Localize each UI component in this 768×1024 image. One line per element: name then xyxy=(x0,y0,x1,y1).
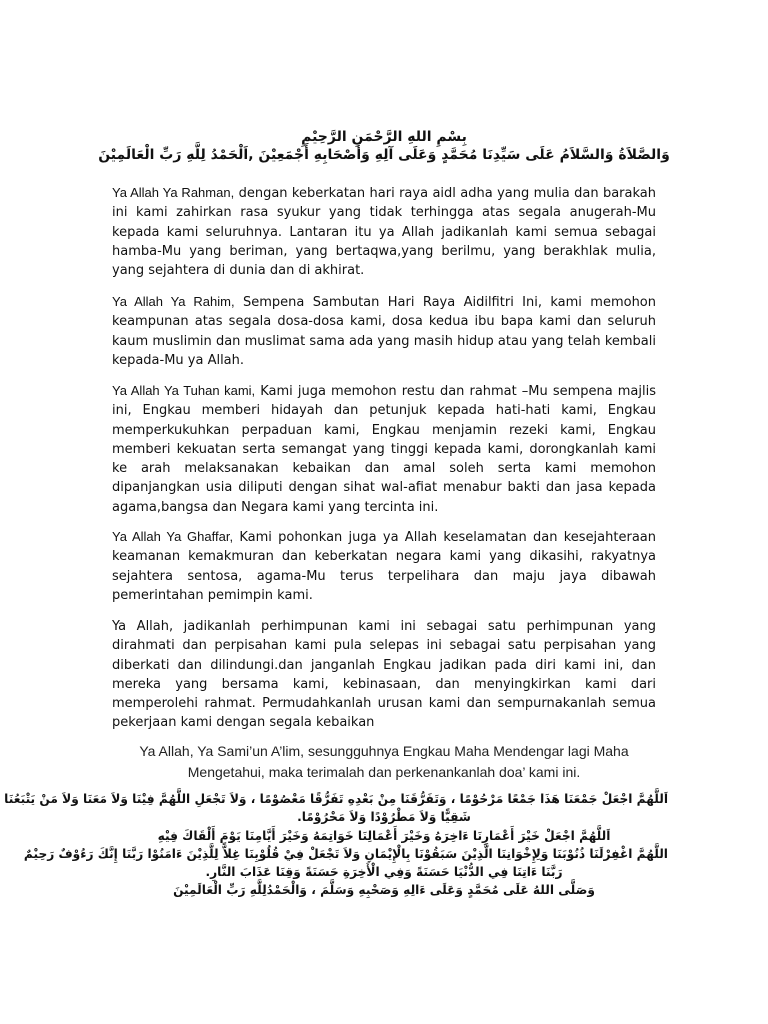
paragraph-tuhan xyxy=(112,381,656,517)
closing-invocation xyxy=(112,741,656,783)
paragraph-lead: Ya Allah Ya Tuhan kami, xyxy=(112,383,256,398)
paragraph-body: dengan keberkatan hari raya aidl adha yang mulia dan barakah ini kami zahirkan rasa syukur yang tidak terhingga atas segala anugerah-Mu kepada kami seluruhnya. Lantaran itu ya Allah jadikanlah kami semua sebagai hamba-Mu yang beriman, yang bertaqwa,yang berilmu, yang berakhlak mulia, yang sejahtera di dunia dan di akhirat. xyxy=(112,186,656,279)
closing-line: Mengetahui, maka terimalah dan perkenankanlah doa’ kami ini. xyxy=(187,764,581,780)
arabic-dua-block xyxy=(4,790,668,900)
paragraph-lead: Ya Allah Ya Rahman, xyxy=(112,185,235,200)
salawat-line: وَالصَّلاَةُ وَالسَّلاَمُ عَلَى سَيِّدِنَا مُحَمَّدٍ وَعَلَى آلِهِ وَأَصْحَابِهِ أَجْمَعِيْنَ ,اَلْحَمْدُ لِلَّهِ رَبِّ الْعَالَمِيْنَ xyxy=(98,147,670,163)
closing-line: Ya Allah, Ya Sami’un A’lim, sesungguhnya Engkau Maha Mendengar lagi Maha xyxy=(139,743,629,759)
paragraph-body: Kami juga memohon restu dan rahmat –Mu sempena majlis ini, Engkau memberi hidayah dan petunjuk kepada hati-hati kami, Engkau memperkukuhkan perpaduan kami, Engkau menjamin rezeki kami, Engkau memberi kekuatan serta semangat yang tinggi kepada kami, dorongkanlah kami ke arah melaksanakan kebaikan dan amal soleh serta kami memohon dipanjangkan usia diliputi dengan sihat wal-afiat menabur bakti dan jasa kepada agama,bangsa dan Negara kami yang tercinta ini. xyxy=(112,384,657,515)
paragraph-body: Ya Allah, jadikanlah perhimpunan kami ini sebagai satu perhimpunan yang dirahmati dan perpisahan kami pula selepas ini sebagai satu perpisahan yang diberkati dan dilindungi.dan janganlah Engkau jadikan pada diri kami ini, dan mereka yang bersama kami, kebinasaan, dan menyingkirkan kami dari memperolehi rahmat. Permudahkanlah urusan kami dan sempurnakanlah semua pekerjaan kami dengan segala kebaikan xyxy=(112,619,656,731)
dua-line: اَللَّهُمَّ اجْعَلْ خَيْرَ أَعْمَارِنَا ءَاخِرَهُ وَخَيْرَ أَعْمَالِنَا خَوَاتِمَهُ وَخَيْرَ أَيَّامِنَا يَوْمَ أَلْقَاكَ فِيْهِ xyxy=(157,828,611,843)
paragraph-body: Kami pohonkan juga ya Allah keselamatan dan kesejahteraan keamanan kemakmuran dan keberkatan negara kami yang dikasihi, rakyatnya sejahtera sentosa, agama-Mu terus terpelihara dan maju jaya dibawah pemerintahan pemimpin kami. xyxy=(112,530,656,603)
dua-line: اللَّهُمَّ اغْفِرْلَنَا ذُنُوْبَنَا وَلِإِخْوَانِنَا الَّذِيْنَ سَبَقُوْنَا بِالْإِيْمَانِ وَلاَ تَجْعَلْ فِيْ قُلُوْبِنَا غِلاًّ لِلَّذِيْنَ ءَامَنُوْا رَبَّنَا إِنَّكَ رَءُوْفٌ رَحِيْمٌ xyxy=(23,846,668,861)
basmalah-heading: بِسْمِ اللهِ الرَّحْمَنِ الرَّحِيْمِ xyxy=(301,129,467,145)
dua-line: وَصَلَّى اللهُ عَلَى مُحَمَّدٍ وَعَلَى ءَالِهِ وَصَحْبِهِ وَسَلَّمَ ، وَالْحَمْدُلِلَّهِ رَبِّ الْعَالَمِيْنَ xyxy=(173,883,595,898)
paragraph-body: Sempena Sambutan Hari Raya Aidilfitri Ini, kami memohon keampunan atas segala dosa-dosa kami, dosa kedua ibu bapa kami dan seluruh kaum muslimin dan muslimat sama ada yang masih hidup atau yang telah kembali kepada-Mu ya Allah. xyxy=(112,295,656,368)
paragraph-perhimpunan xyxy=(112,617,656,733)
paragraph-rahman xyxy=(112,183,656,280)
paragraph-ghaffar xyxy=(112,527,656,605)
paragraph-lead: Ya Allah Ya Ghaffar, xyxy=(112,529,234,544)
paragraph-lead: Ya Allah Ya Rahim, xyxy=(112,294,235,309)
dua-line: اَللَّهُمَّ اجْعَلْ جَمْعَنَا هَذَا جَمْعًا مَرْحُوْمًا ، وَتَفَرُّقَنَا مِنْ بَعْدِهِ تَفَرُّقًا مَعْصُوْمًا ، وَلاَ تَجْعَلِ اللَّهُمَّ فِيْنَا وَلاَ مَعَنَا وَلاَ مَنْ يَتْبَعُنَا xyxy=(4,792,668,806)
dua-line: شَقِيًّا وَلاَ مَطْرُوْدًا وَلاَ مَحْرُوْمًا. xyxy=(297,810,471,825)
paragraph-rahim xyxy=(112,292,656,370)
dua-line: رَبَّنَا ءَاتِنَا فِي الدُّنْيَا حَسَنَةً وَفِي الْأَخِرَةِ حَسَنَةً وَقِنَا عَذَابَ النَّارِ. xyxy=(205,865,563,880)
